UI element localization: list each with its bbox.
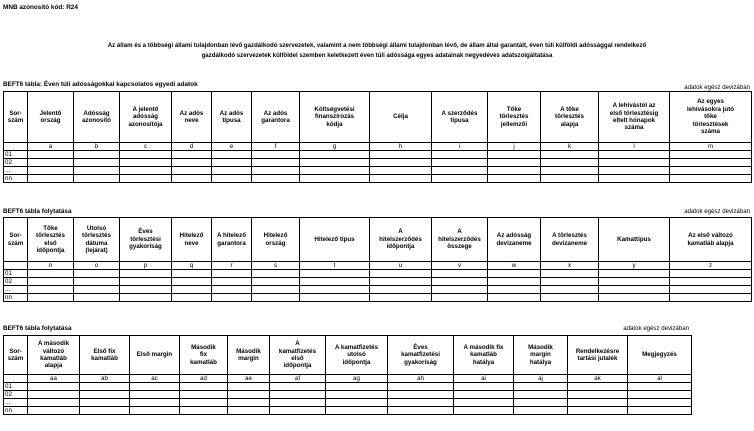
table2-column-letter: q	[172, 262, 212, 270]
table1-column-header: Adósság azonosító	[74, 92, 120, 143]
data-cell[interactable]	[541, 278, 599, 286]
table3-column-letter: ae	[228, 375, 270, 383]
data-cell[interactable]	[74, 175, 120, 183]
table2-column-header: Hitelező neve	[172, 218, 212, 262]
data-cell[interactable]	[28, 294, 74, 302]
table2-column-letter: v	[432, 262, 488, 270]
table-row	[4, 383, 692, 391]
data-cell[interactable]	[252, 175, 300, 183]
row-number: 01	[4, 270, 28, 278]
data-cell[interactable]	[74, 286, 120, 294]
data-cell[interactable]	[120, 286, 172, 294]
table1-column-letter: i	[432, 143, 488, 151]
data-cell[interactable]	[252, 278, 300, 286]
table2	[3, 217, 752, 302]
data-cell[interactable]	[270, 407, 326, 415]
data-cell[interactable]	[252, 151, 300, 159]
row-number: ...	[4, 167, 28, 175]
data-cell[interactable]	[454, 391, 514, 399]
table2-column-letter: y	[599, 262, 670, 270]
table1-column-letter: k	[541, 143, 599, 151]
table2-column-header: Hitelező típus	[300, 218, 370, 262]
table2-column-header: Az első változó kamatláb alapja	[670, 218, 752, 262]
data-cell[interactable]	[120, 278, 172, 286]
table2-column-header: Tőke törlesztés első időpontja	[28, 218, 74, 262]
data-cell[interactable]	[80, 399, 130, 407]
data-cell[interactable]	[388, 383, 454, 391]
data-cell[interactable]	[599, 159, 670, 167]
data-cell[interactable]	[541, 270, 599, 278]
data-cell[interactable]	[120, 151, 172, 159]
data-cell[interactable]	[568, 399, 628, 407]
table3-column-letter: ai	[454, 375, 514, 383]
data-cell[interactable]	[252, 294, 300, 302]
data-cell[interactable]	[252, 286, 300, 294]
data-cell[interactable]	[599, 175, 670, 183]
data-cell[interactable]	[488, 159, 541, 167]
table1-column-letter: a	[28, 143, 74, 151]
data-cell[interactable]	[300, 159, 370, 167]
data-cell[interactable]	[28, 383, 80, 391]
data-cell[interactable]	[28, 270, 74, 278]
data-cell[interactable]	[212, 270, 252, 278]
data-cell[interactable]	[326, 407, 388, 415]
data-cell[interactable]	[300, 151, 370, 159]
table2-column-header: A törlesztés devizaneme	[541, 218, 599, 262]
data-cell[interactable]	[568, 383, 628, 391]
data-cell[interactable]	[172, 270, 212, 278]
data-cell[interactable]	[130, 407, 180, 415]
table2-column-letter: n	[28, 262, 74, 270]
data-cell[interactable]	[74, 278, 120, 286]
data-cell[interactable]	[212, 159, 252, 167]
data-cell[interactable]	[172, 159, 212, 167]
table1-letter-row	[4, 143, 752, 151]
row-number: nn	[4, 175, 28, 183]
data-cell[interactable]	[74, 167, 120, 175]
data-cell[interactable]	[300, 270, 370, 278]
table1-column-header: A tőke törlesztés alapja	[541, 92, 599, 143]
data-cell[interactable]	[670, 294, 752, 302]
table1-column-header: Célja	[370, 92, 432, 143]
data-cell[interactable]	[488, 294, 541, 302]
table1-column-header: A jelentő adósság azonosítója	[120, 92, 172, 143]
data-cell[interactable]	[228, 399, 270, 407]
data-cell[interactable]	[172, 286, 212, 294]
table1-column-header: Az adós garantora	[252, 92, 300, 143]
table-row	[4, 399, 692, 407]
data-cell[interactable]	[541, 151, 599, 159]
table-row	[4, 270, 752, 278]
data-cell[interactable]	[514, 383, 568, 391]
table3-column-header: Első fix kamatláb	[80, 336, 130, 375]
table3-column-letter: ak	[568, 375, 628, 383]
table2-column-header: Utolsó törlesztés dátuma (lejárat)	[74, 218, 120, 262]
data-cell[interactable]	[432, 270, 488, 278]
table1-column-letter: b	[74, 143, 120, 151]
table-row	[4, 159, 752, 167]
table3-column-letter: ac	[130, 375, 180, 383]
data-cell[interactable]	[599, 286, 670, 294]
data-cell[interactable]	[212, 278, 252, 286]
data-cell[interactable]	[212, 286, 252, 294]
data-cell[interactable]	[270, 383, 326, 391]
row-number: 02	[4, 159, 28, 167]
data-cell[interactable]	[28, 278, 74, 286]
table1-column-letter	[4, 143, 28, 151]
table2-unit-note: adatok egész devizában	[684, 208, 750, 215]
table3	[3, 335, 692, 415]
table1-column-header: Tőke törlesztés jellemzői	[488, 92, 541, 143]
data-cell[interactable]	[541, 294, 599, 302]
row-number: ...	[4, 286, 28, 294]
data-cell[interactable]	[628, 391, 692, 399]
table3-column-header: A második változó kamatláb alapja	[28, 336, 80, 375]
data-cell[interactable]	[74, 270, 120, 278]
data-cell[interactable]	[514, 399, 568, 407]
data-cell[interactable]	[628, 407, 692, 415]
data-cell[interactable]	[432, 159, 488, 167]
table3-letter-row	[4, 375, 692, 383]
table3-column-header: A kamatfizetés első időpontja	[270, 336, 326, 375]
data-cell[interactable]	[370, 286, 432, 294]
table1-column-letter: l	[599, 143, 670, 151]
table3-title: BEFT6 tábla folytatása	[3, 325, 72, 332]
data-cell[interactable]	[130, 399, 180, 407]
table2-column-letter: o	[74, 262, 120, 270]
data-cell[interactable]	[514, 391, 568, 399]
table1-column-letter: e	[212, 143, 252, 151]
table2-column-letter: p	[120, 262, 172, 270]
data-cell[interactable]	[568, 407, 628, 415]
data-cell[interactable]	[74, 159, 120, 167]
data-cell[interactable]	[180, 383, 228, 391]
data-cell[interactable]	[120, 175, 172, 183]
form-code: MNB azonosító kód: R24	[3, 4, 78, 11]
table3-column-letter: aa	[28, 375, 80, 383]
data-cell[interactable]	[628, 399, 692, 407]
data-cell[interactable]	[252, 270, 300, 278]
data-cell[interactable]	[212, 175, 252, 183]
table1-column-header: Az adós típusa	[212, 92, 252, 143]
data-cell[interactable]	[74, 151, 120, 159]
data-cell[interactable]	[488, 175, 541, 183]
table3-column-letter: ab	[80, 375, 130, 383]
data-cell[interactable]	[488, 270, 541, 278]
table1-column-header: A szerződés típusa	[432, 92, 488, 143]
table2-column-letter: s	[252, 262, 300, 270]
data-cell[interactable]	[370, 270, 432, 278]
data-cell[interactable]	[212, 294, 252, 302]
table1-column-letter: g	[300, 143, 370, 151]
data-cell[interactable]	[326, 383, 388, 391]
table-row	[4, 175, 752, 183]
table2-column-letter: w	[488, 262, 541, 270]
data-cell[interactable]	[488, 151, 541, 159]
table3-column-header: Második margin hatálya	[514, 336, 568, 375]
table1-column-letter: f	[252, 143, 300, 151]
data-cell[interactable]	[568, 391, 628, 399]
data-cell[interactable]	[628, 383, 692, 391]
data-cell[interactable]	[28, 391, 80, 399]
row-number: 01	[4, 383, 28, 391]
table3-column-letter: ag	[326, 375, 388, 383]
table3-column-header: A kamatfizetés utolsó időpontja	[326, 336, 388, 375]
data-cell[interactable]	[388, 399, 454, 407]
table1-title: BEFT6 tábla: Éven túli adósságokkal kapcsolatos egyedi adatok	[3, 81, 198, 88]
data-cell[interactable]	[370, 278, 432, 286]
data-cell[interactable]	[28, 399, 80, 407]
data-cell[interactable]	[599, 167, 670, 175]
data-cell[interactable]	[599, 278, 670, 286]
data-cell[interactable]	[670, 151, 752, 159]
table3-column-letter: af	[270, 375, 326, 383]
data-cell[interactable]	[432, 167, 488, 175]
data-cell[interactable]	[120, 294, 172, 302]
data-cell[interactable]	[370, 167, 432, 175]
data-cell[interactable]	[454, 399, 514, 407]
table1-column-letter: m	[670, 143, 752, 151]
form-description-line: gazdálkodó szervezetek külföldel szemben keletkezett éven túli adóssága egyes adatainak negyedéves adatszolgáltatása	[201, 52, 553, 59]
data-cell[interactable]	[120, 159, 172, 167]
table2-column-header: Hitelező ország	[252, 218, 300, 262]
data-cell[interactable]	[432, 294, 488, 302]
data-cell[interactable]	[300, 278, 370, 286]
data-cell[interactable]	[432, 278, 488, 286]
table1-column-header: Költségvetési finanszírozás kódja	[300, 92, 370, 143]
table3-column-header: Második margin	[228, 336, 270, 375]
row-number: 02	[4, 391, 28, 399]
data-cell[interactable]	[670, 159, 752, 167]
table2-body	[4, 270, 752, 302]
row-number: 01	[4, 151, 28, 159]
data-cell[interactable]	[488, 278, 541, 286]
table1-column-letter: d	[172, 143, 212, 151]
table1	[3, 91, 752, 183]
data-cell[interactable]	[252, 167, 300, 175]
data-cell[interactable]	[28, 151, 74, 159]
data-cell[interactable]	[172, 167, 212, 175]
table3-column-header: Második fix kamatláb	[180, 336, 228, 375]
table-row	[4, 286, 752, 294]
table3-column-header: Megjegyzés	[628, 336, 692, 375]
data-cell[interactable]	[80, 407, 130, 415]
data-cell[interactable]	[370, 159, 432, 167]
data-cell[interactable]	[212, 167, 252, 175]
data-cell[interactable]	[541, 286, 599, 294]
data-cell[interactable]	[130, 391, 180, 399]
table1-body	[4, 151, 752, 183]
table3-column-header: Sor- szám	[4, 336, 28, 375]
data-cell[interactable]	[130, 383, 180, 391]
table2-column-letter: z	[670, 262, 752, 270]
table2-header-row	[4, 218, 752, 262]
table3-column-letter	[4, 375, 28, 383]
data-cell[interactable]	[370, 151, 432, 159]
table2-column-header: A hitelszerződés összege	[432, 218, 488, 262]
table-row	[4, 294, 752, 302]
table3-column-header: Első margin	[130, 336, 180, 375]
data-cell[interactable]	[172, 175, 212, 183]
data-cell[interactable]	[270, 399, 326, 407]
table2-column-letter: r	[212, 262, 252, 270]
table2-title: BEFT6 tábla folytatása	[3, 208, 72, 215]
table1-column-letter: h	[370, 143, 432, 151]
data-cell[interactable]	[432, 175, 488, 183]
data-cell[interactable]	[300, 175, 370, 183]
data-cell[interactable]	[541, 167, 599, 175]
table2-column-header: Éves törlesztési gyakoriság	[120, 218, 172, 262]
data-cell[interactable]	[670, 278, 752, 286]
table2-column-letter: x	[541, 262, 599, 270]
data-cell[interactable]	[670, 270, 752, 278]
data-cell[interactable]	[28, 159, 74, 167]
table1-header-row	[4, 92, 752, 143]
data-cell[interactable]	[370, 175, 432, 183]
table3-header-row	[4, 336, 692, 375]
data-cell[interactable]	[172, 151, 212, 159]
data-cell[interactable]	[80, 383, 130, 391]
data-cell[interactable]	[212, 151, 252, 159]
data-cell[interactable]	[599, 270, 670, 278]
data-cell[interactable]	[300, 294, 370, 302]
table2-column-header: A hitelező garantora	[212, 218, 252, 262]
data-cell[interactable]	[388, 391, 454, 399]
table2-column-header: Az adósság devizaneme	[488, 218, 541, 262]
data-cell[interactable]	[432, 286, 488, 294]
table3-unit-note: adatok egész devizában	[623, 325, 689, 332]
table1-column-header: Az adós neve	[172, 92, 212, 143]
data-cell[interactable]	[252, 159, 300, 167]
table3-column-letter: aj	[514, 375, 568, 383]
data-cell[interactable]	[541, 175, 599, 183]
row-number: ...	[4, 399, 28, 407]
data-cell[interactable]	[228, 383, 270, 391]
table1-column-letter: c	[120, 143, 172, 151]
table-row	[4, 407, 692, 415]
table3-column-header: Éves kamatfizetési gyakoriság	[388, 336, 454, 375]
table2-column-header: Kamattípus	[599, 218, 670, 262]
data-cell[interactable]	[326, 399, 388, 407]
data-cell[interactable]	[180, 399, 228, 407]
table2-column-letter	[4, 262, 28, 270]
table3-column-header: Rendelkezésre tartási jutalék	[568, 336, 628, 375]
data-cell[interactable]	[270, 391, 326, 399]
data-cell[interactable]	[670, 167, 752, 175]
table1-column-header: Jelentő ország	[28, 92, 74, 143]
row-number: nn	[4, 407, 28, 415]
data-cell[interactable]	[514, 407, 568, 415]
data-cell[interactable]	[370, 294, 432, 302]
table3-column-header: A második fix kamatláb hatálya	[454, 336, 514, 375]
row-number: 02	[4, 278, 28, 286]
table-row	[4, 151, 752, 159]
data-cell[interactable]	[180, 407, 228, 415]
data-cell[interactable]	[432, 151, 488, 159]
data-cell[interactable]	[120, 270, 172, 278]
data-cell[interactable]	[454, 383, 514, 391]
data-cell[interactable]	[172, 278, 212, 286]
table-row	[4, 391, 692, 399]
data-cell[interactable]	[541, 159, 599, 167]
form-description	[20, 41, 734, 61]
data-cell[interactable]	[454, 407, 514, 415]
data-cell[interactable]	[599, 294, 670, 302]
data-cell[interactable]	[180, 391, 228, 399]
data-cell[interactable]	[28, 167, 74, 175]
table3-body	[4, 383, 692, 415]
table1-column-header: A lehívástól az első törlesztésig eltelt hónapok száma	[599, 92, 670, 143]
data-cell[interactable]	[74, 294, 120, 302]
table1-column-header: Az egyes lehívásokra jutó tőke törlesztések száma	[670, 92, 752, 143]
table2-column-header: A hitelszerződés időpontja	[370, 218, 432, 262]
table2-column-letter: t	[300, 262, 370, 270]
data-cell[interactable]	[599, 151, 670, 159]
data-cell[interactable]	[300, 167, 370, 175]
data-cell[interactable]	[300, 286, 370, 294]
table-row	[4, 167, 752, 175]
table2-column-letter: u	[370, 262, 432, 270]
table2-column-header: Sor- szám	[4, 218, 28, 262]
data-cell[interactable]	[488, 167, 541, 175]
data-cell[interactable]	[488, 286, 541, 294]
data-cell[interactable]	[80, 391, 130, 399]
data-cell[interactable]	[670, 175, 752, 183]
table2-letter-row	[4, 262, 752, 270]
data-cell[interactable]	[326, 391, 388, 399]
table1-unit-note: adatok egész devizában	[684, 84, 750, 91]
data-cell[interactable]	[228, 407, 270, 415]
data-cell[interactable]	[670, 286, 752, 294]
data-cell[interactable]	[388, 407, 454, 415]
form-description-line: Az állam és a többségi állami tulajdonban lévő gazdálkodó szervezetek, valamint a nem többségi állami tulajdonban lévő, de állam által garantált, éven túli külföldi adóssággal rendelkező	[107, 42, 647, 49]
table3-column-letter: al	[628, 375, 692, 383]
data-cell[interactable]	[28, 286, 74, 294]
row-number: nn	[4, 294, 28, 302]
table1-column-header: Sor- szám	[4, 92, 28, 143]
data-cell[interactable]	[228, 391, 270, 399]
data-cell[interactable]	[120, 167, 172, 175]
table-row	[4, 278, 752, 286]
table3-column-letter: ah	[388, 375, 454, 383]
data-cell[interactable]	[28, 175, 74, 183]
table3-column-letter: ad	[180, 375, 228, 383]
table1-column-letter: j	[488, 143, 541, 151]
data-cell[interactable]	[172, 294, 212, 302]
data-cell[interactable]	[28, 407, 80, 415]
